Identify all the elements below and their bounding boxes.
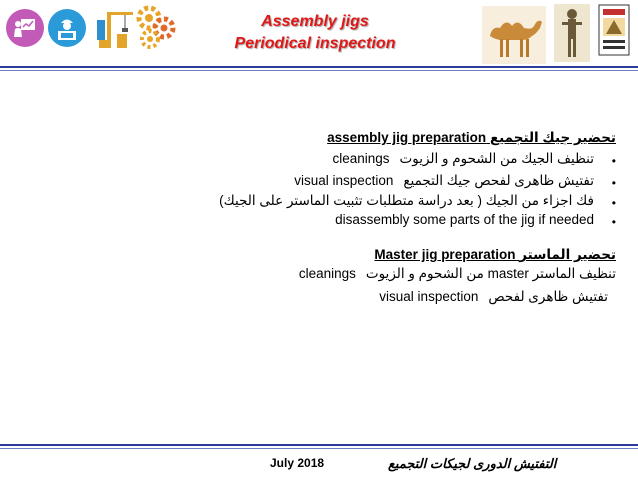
list-item-ar: من الشحوم و الزيوت — [365, 266, 484, 281]
page-subtitle: Periodical inspection — [234, 35, 396, 52]
crane-icon — [95, 6, 135, 50]
bullet-icon: • — [611, 196, 616, 210]
page-title: Assembly jigs — [261, 13, 369, 30]
presenter-icon — [6, 9, 44, 47]
section2-heading — [374, 247, 616, 263]
footer-divider — [0, 444, 638, 446]
list-item-en: disassembly some parts of the jig if needed — [335, 212, 594, 227]
list-item-ar: تنظيف الجيك من الشحوم و الزيوت — [399, 151, 594, 166]
list-item-en: cleanings — [332, 151, 390, 166]
footer-date: July 2018 — [270, 456, 325, 470]
list-item-ar: تنظيف الماستر — [532, 266, 616, 281]
bullet-icon: • — [611, 215, 616, 229]
bullet-icon: • — [611, 154, 616, 168]
list-item-ar: تفتيش ظاهرى لفحص جيك التجميع — [403, 173, 594, 188]
list-item-en: master — [487, 266, 529, 281]
header-divider — [0, 66, 638, 68]
list-item — [332, 151, 594, 167]
list-item — [335, 212, 594, 227]
bullet-icon: • — [611, 176, 616, 190]
engineer-icon — [48, 9, 86, 47]
header-divider-thin — [0, 70, 638, 71]
section2-heading-ar: تحضير الماستر — [519, 247, 616, 262]
list-item-en: visual inspection — [379, 289, 479, 304]
footer-title: التفتيش الدورى لجيكات التجميع — [388, 456, 557, 471]
list-item — [294, 173, 594, 189]
section2-heading-en: Master jig preparation — [374, 247, 516, 262]
pharaoh-icon — [554, 4, 590, 62]
list-item — [219, 193, 594, 209]
gears-icon — [136, 4, 178, 50]
list-item-en: cleanings — [298, 266, 356, 281]
camel-icon — [482, 6, 546, 64]
list-item — [379, 289, 608, 305]
logo-icon — [598, 4, 630, 56]
section1-heading-en: assembly jig preparation — [327, 130, 487, 145]
list-item-ar: تفتيش ظاهرى لفحص — [488, 289, 608, 304]
list-item-en: visual inspection — [294, 173, 394, 188]
section1-heading — [327, 130, 616, 146]
list-item — [299, 266, 616, 282]
section1-heading-ar: تحضير جيك التجميع — [489, 130, 616, 145]
footer-divider-thin — [0, 448, 638, 449]
list-item-ar: فك اجزاء من الجيك ( بعد دراسة متطلبات تثبيت الماستر على الجيك) — [219, 193, 594, 208]
